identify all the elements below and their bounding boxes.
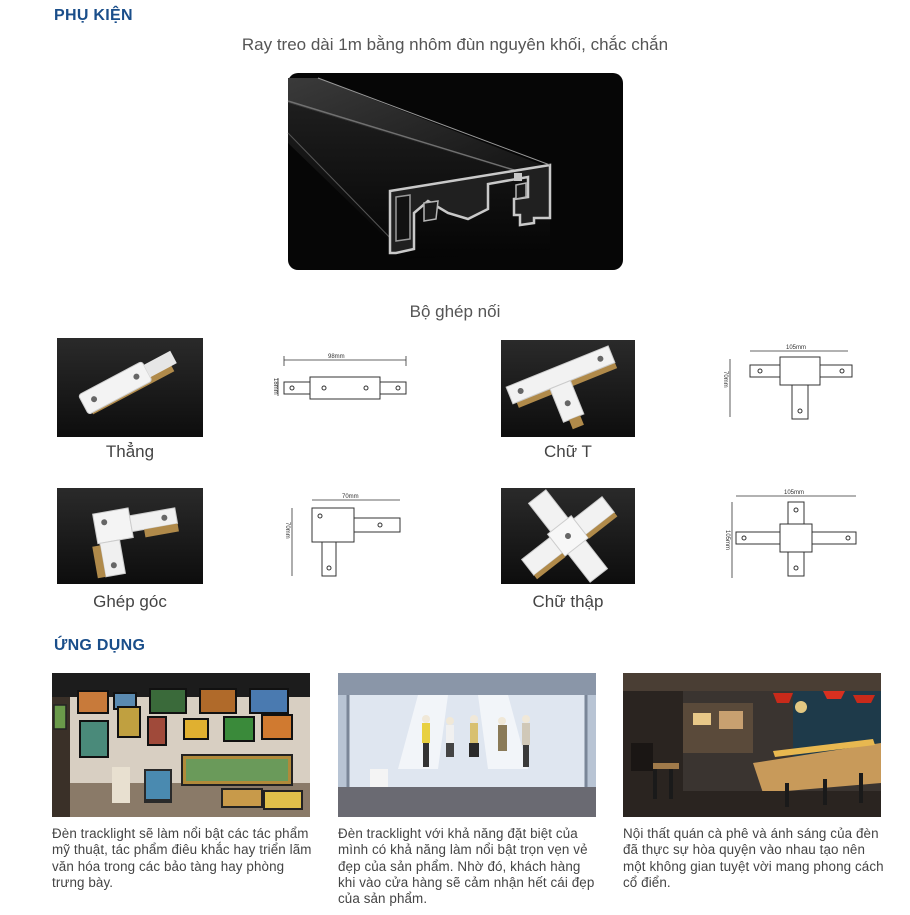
straight-height-label: 18mm [272, 378, 278, 395]
cross-connector-caption: Chữ thập [532, 592, 604, 611]
applications-heading: ỨNG DỤNG [54, 637, 146, 654]
rail-description: Ray treo dài 1m bằng nhôm đùn nguyên khối, chắc chắn [241, 35, 669, 54]
t-connector-photo [501, 340, 635, 437]
accessories-heading: PHỤ KIỆN [54, 7, 133, 24]
gallery-description: Đèn tracklight sẽ làm nổi bật các tác phẩm mỹ thuật, tác phẩm điêu khắc hay triển lãm văn hóa trong các bảo tàng hay phòng trưng bày. [52, 826, 312, 890]
cross-connector-photo [501, 488, 635, 584]
cafe-photo [623, 673, 881, 817]
t-connector-diagram [722, 343, 858, 423]
boutique-description: Đèn tracklight với khả năng đặt biệt của mình có khả năng làm nổi bật trọn vẹn vẻ đẹp của sản phẩm. Nhờ đó, khách hàng khi vào cửa hàng sẽ cảm nhận hết cái đẹp của sản phẩm. [338, 826, 595, 907]
straight-connector-caption: Thẳng [105, 442, 155, 461]
corner-height-label: 70mm [284, 522, 290, 539]
straight-connector-diagram [270, 352, 410, 407]
cross-width-label: 105mm [784, 490, 805, 496]
corner-connector-caption: Ghép góc [93, 592, 167, 611]
cross-connector-diagram [724, 490, 864, 580]
corner-width-label: 70mm [342, 494, 359, 500]
rail-photo [288, 73, 623, 270]
cross-height-label: 105mm [724, 530, 730, 551]
straight-connector-photo [57, 338, 203, 437]
corner-connector-diagram [280, 492, 406, 582]
t-height-label: 70mm [722, 371, 728, 388]
gallery-photo [52, 673, 310, 817]
straight-width-label: 98mm [328, 354, 345, 360]
connectors-heading: Bộ ghép nối [409, 302, 501, 321]
boutique-photo [338, 673, 596, 817]
t-connector-caption: Chữ T [544, 442, 592, 461]
corner-connector-photo [57, 488, 203, 584]
cafe-description: Nội thất quán cà phê và ánh sáng của đèn đã thực sự hòa quyện vào nhau tạo nên một không gian tuyệt vời mang phong cách cổ điển. [623, 826, 884, 890]
t-width-label: 105mm [786, 345, 807, 351]
